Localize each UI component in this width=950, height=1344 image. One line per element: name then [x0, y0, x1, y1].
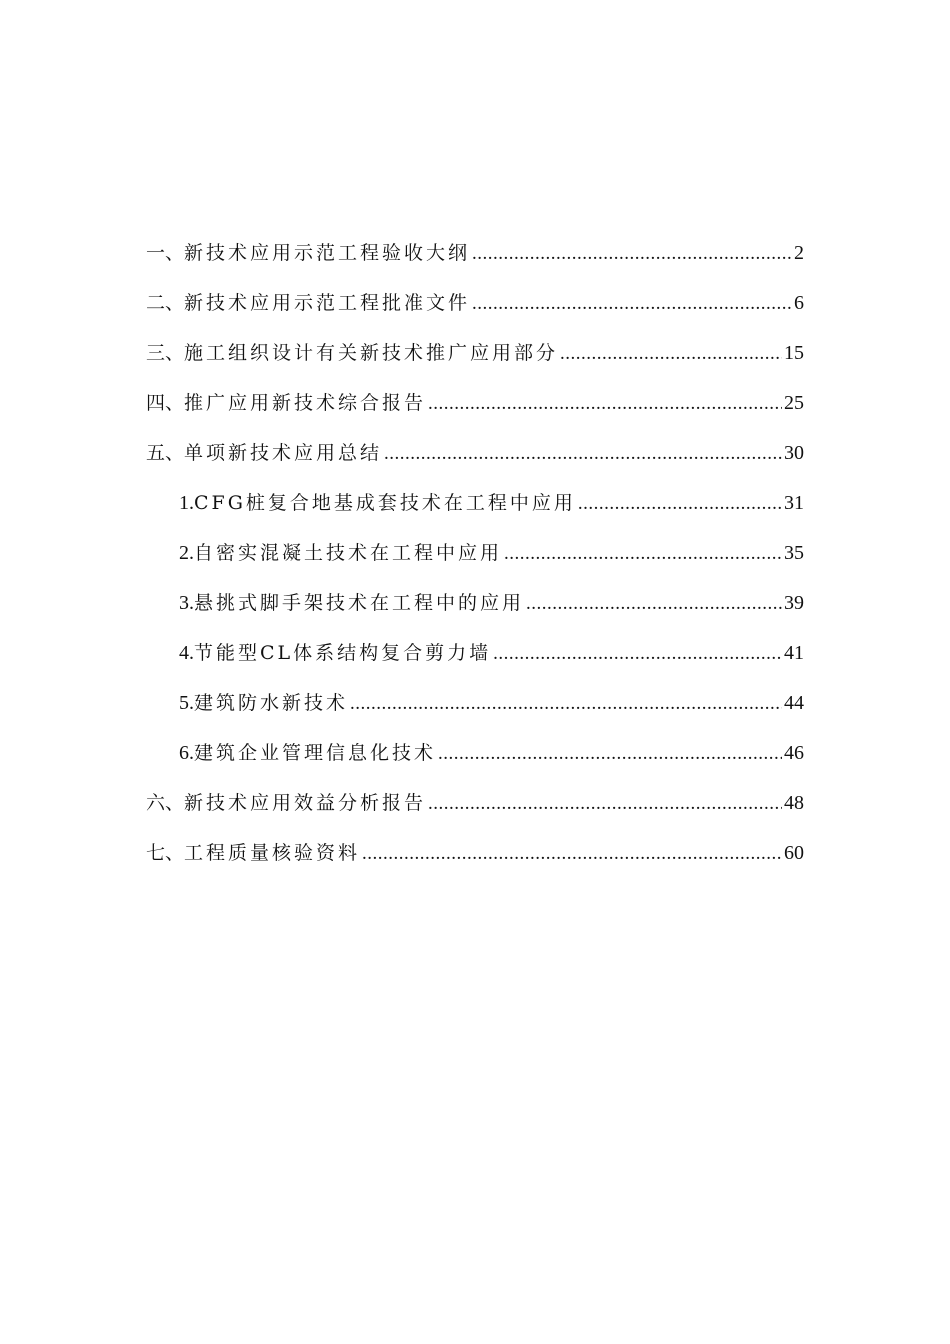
toc-entry-number: 二、 [146, 292, 185, 314]
toc-entry[interactable] [146, 428, 804, 478]
toc-entry-page: 46 [784, 742, 804, 764]
toc-entry-number: 6. [179, 742, 194, 764]
toc-entry-number: 五、 [146, 442, 185, 464]
toc-subentry[interactable] [146, 578, 804, 628]
toc-dot-leader [560, 329, 782, 379]
toc-dot-leader [578, 479, 782, 529]
toc-entry-number: 1. [179, 492, 194, 514]
toc-entry-page: 48 [784, 792, 804, 814]
toc-entry-number: 四、 [146, 392, 185, 414]
toc-dot-leader [472, 229, 792, 279]
toc-entry-number: 一、 [146, 242, 185, 264]
toc-entry-title: 悬挑式脚手架技术在工程中的应用 [194, 592, 525, 614]
toc-entry-number: 七、 [146, 842, 185, 864]
toc-entry-number: 5. [179, 692, 194, 714]
toc-subentry[interactable] [146, 728, 804, 778]
toc-entry-title: 工程质量核验资料 [184, 842, 361, 864]
toc-entry[interactable] [146, 778, 804, 828]
toc-entry-number: 2. [179, 542, 194, 564]
toc-dot-leader [362, 829, 782, 879]
toc-entry-title: 施工组织设计有关新技术推广应用部分 [184, 342, 559, 364]
toc-dot-leader [428, 379, 782, 429]
toc-entry-title: 新技术应用示范工程批准文件 [184, 292, 471, 314]
toc-subentry[interactable] [146, 678, 804, 728]
toc-entry-page: 41 [784, 642, 804, 664]
toc-entry-title: 建筑企业管理信息化技术 [194, 742, 437, 764]
toc-entry-title: 新技术应用示范工程验收大纲 [184, 242, 471, 264]
toc-entry-number: 3. [179, 592, 194, 614]
toc-dot-leader [384, 429, 782, 479]
table-of-contents [146, 228, 804, 878]
toc-dot-leader [428, 779, 782, 829]
toc-dot-leader [504, 529, 782, 579]
toc-entry-number: 4. [179, 642, 194, 664]
toc-dot-leader [526, 579, 782, 629]
toc-entry[interactable] [146, 278, 804, 328]
toc-entry[interactable] [146, 828, 804, 878]
toc-entry[interactable] [146, 328, 804, 378]
toc-dot-leader [493, 629, 782, 679]
toc-entry-page: 2 [794, 242, 804, 264]
toc-entry-title: 建筑防水新技术 [194, 692, 349, 714]
toc-entry-page: 31 [784, 492, 804, 514]
toc-entry-page: 44 [784, 692, 804, 714]
toc-entry-page: 30 [784, 442, 804, 464]
toc-entry-title: 新技术应用效益分析报告 [184, 792, 427, 814]
toc-entry[interactable] [146, 228, 804, 278]
toc-entry-title: 自密实混凝土技术在工程中应用 [194, 542, 503, 564]
toc-dot-leader [472, 279, 792, 329]
toc-dot-leader [350, 679, 782, 729]
toc-subentry[interactable] [146, 628, 804, 678]
toc-entry-page: 35 [784, 542, 804, 564]
toc-entry-title: 推广应用新技术综合报告 [184, 392, 427, 414]
toc-entry-page: 15 [784, 342, 804, 364]
toc-entry-title: 节能型CL体系结构复合剪力墙 [194, 642, 492, 664]
toc-entry-page: 25 [784, 392, 804, 414]
toc-entry-number: 三、 [146, 342, 185, 364]
toc-subentry[interactable] [146, 478, 804, 528]
toc-entry-title: 单项新技术应用总结 [184, 442, 383, 464]
toc-entry-page: 60 [784, 842, 804, 864]
toc-entry-page: 6 [794, 292, 804, 314]
toc-entry-page: 39 [784, 592, 804, 614]
toc-entry-title: CFG桩复合地基成套技术在工程中应用 [194, 492, 576, 514]
toc-entry[interactable] [146, 378, 804, 428]
toc-subentry[interactable] [146, 528, 804, 578]
toc-dot-leader [438, 729, 782, 779]
toc-entry-number: 六、 [146, 792, 185, 814]
